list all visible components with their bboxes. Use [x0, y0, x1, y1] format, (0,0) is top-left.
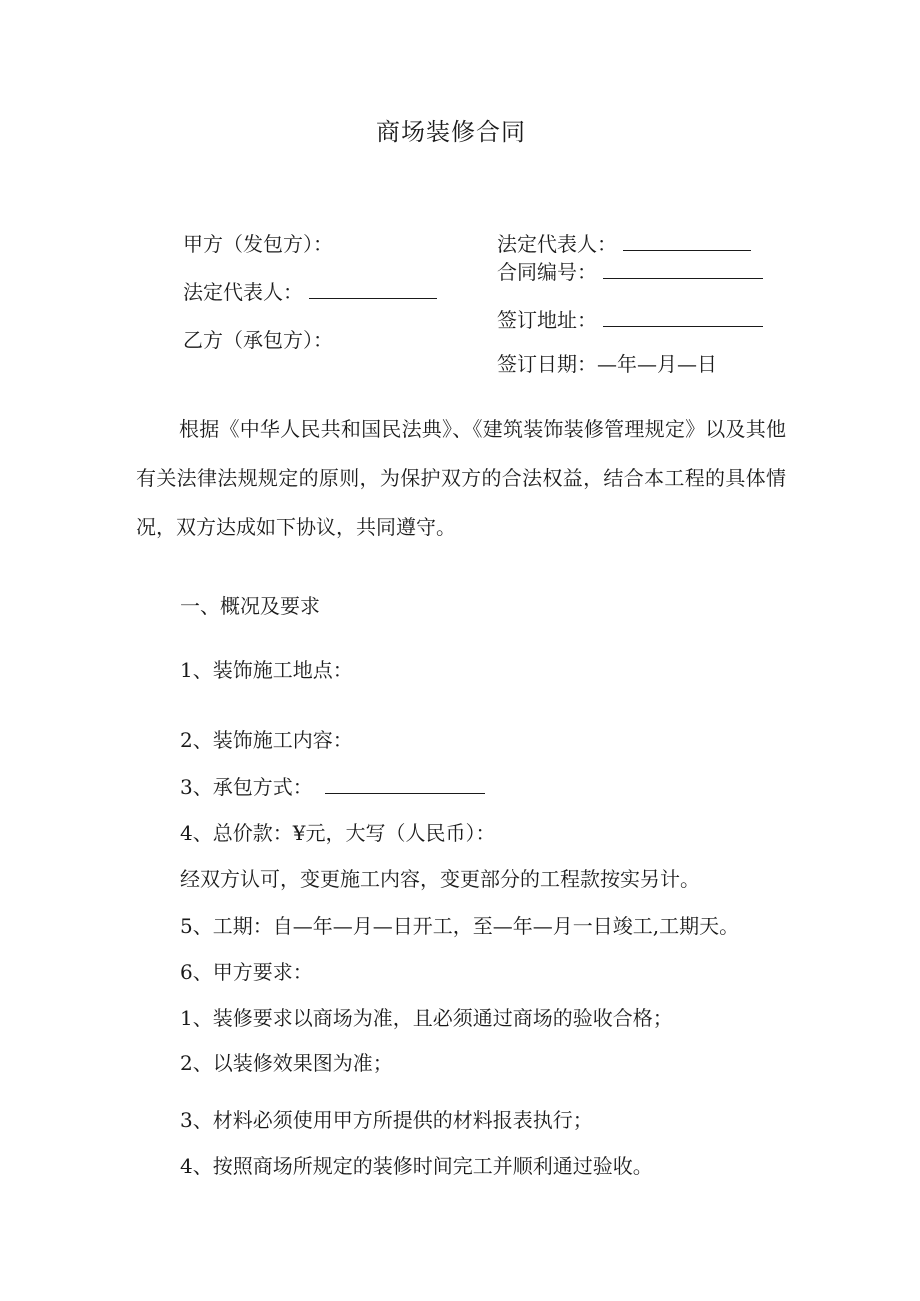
sign-date: 签订日期：—年—月—日	[497, 352, 717, 376]
requirement-1: 1、装修要求以商场为准，且必须通过商场的验收合格；	[180, 1006, 673, 1030]
item-construction-content: 2、装饰施工内容：	[180, 728, 353, 752]
legal-rep-right	[497, 231, 751, 257]
preamble-paragraph: 根据《中华人民共和国民法典》、《建筑装饰装修管理规定》以及其他有关法律法规规定的原则，为保护双方的合法权益，结合本工程的具体情况，双方达成如下协议，共同遵守。	[136, 417, 786, 539]
contract-mode-blank[interactable]	[325, 775, 485, 794]
contract-no-label: 合同编号：	[497, 260, 597, 284]
legal-rep-left	[183, 279, 437, 305]
party-a-label: 甲方（发包方）：	[183, 232, 333, 256]
item-party-a-requirements: 6、甲方要求：	[180, 960, 313, 984]
legal-rep-left-label: 法定代表人：	[183, 280, 303, 304]
requirement-2: 2、以装修效果图为准；	[180, 1051, 393, 1075]
item-total-price: 4、总价款：¥元，大写（人民币）：	[180, 821, 496, 845]
document-title: 商场装修合同	[376, 118, 526, 146]
legal-rep-right-blank[interactable]	[623, 232, 751, 251]
sign-place	[497, 307, 763, 333]
contract-no	[497, 259, 763, 285]
item-contract-mode-label: 3、承包方式：	[180, 775, 313, 799]
sign-place-label: 签订地址：	[497, 308, 597, 332]
item-schedule: 5、工期：自—年—月—日开工，至—年—月一日竣工,工期天。	[180, 914, 740, 938]
legal-rep-left-blank[interactable]	[309, 280, 437, 299]
contract-no-blank[interactable]	[603, 260, 763, 279]
item-construction-site: 1、装饰施工地点：	[180, 658, 353, 682]
section-1-title: 一、概况及要求	[180, 594, 320, 618]
requirement-4: 4、按照商场所规定的装修时间完工并顺利通过验收。	[180, 1154, 653, 1178]
requirement-3: 3、材料必须使用甲方所提供的材料报表执行；	[180, 1108, 593, 1132]
item-contract-mode	[180, 774, 485, 800]
item-change-note: 经双方认可，变更施工内容，变更部分的工程款按实另计。	[180, 867, 700, 891]
party-b-label: 乙方（承包方）：	[183, 328, 333, 352]
sign-place-blank[interactable]	[603, 308, 763, 327]
legal-rep-right-label: 法定代表人：	[497, 232, 617, 256]
